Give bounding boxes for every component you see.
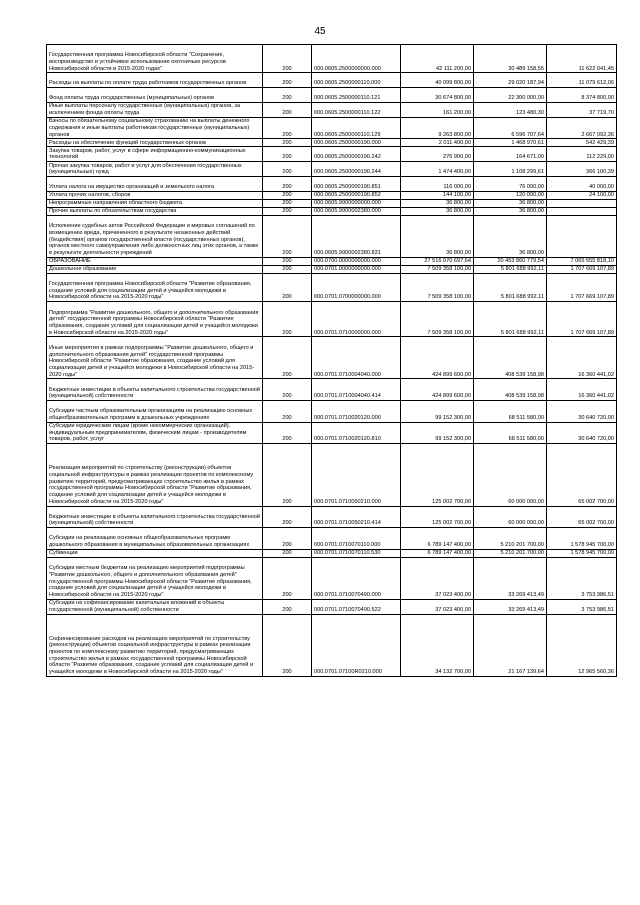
- unexecuted-appropriations-cell: 30 640 720,00: [547, 400, 617, 422]
- expenditure-name-cell: Уплата прочих налогов, сборов: [47, 191, 263, 199]
- approved-appropriations-cell: 37 023 400,00: [401, 557, 474, 599]
- table-row: [47, 337, 617, 379]
- unexecuted-appropriations-cell: 40 000,00: [547, 176, 617, 191]
- table-row: [47, 528, 617, 550]
- expenditure-name-cell: Уплата налога на имущество организаций и земельного налога: [47, 176, 263, 191]
- table-row: [47, 199, 617, 207]
- line-code-cell: 200: [263, 215, 312, 257]
- unexecuted-appropriations-cell: 11 622 041,45: [547, 45, 617, 73]
- executed-amount-cell: 36 800,00: [474, 207, 547, 215]
- budget-classification-code-cell: 000.0605.2500000190.852: [312, 191, 401, 199]
- unexecuted-appropriations-cell: 1 707 669 107,89: [547, 265, 617, 273]
- approved-appropriations-cell: 36 800,00: [401, 215, 474, 257]
- executed-amount-cell: 5 801 688 992,11: [474, 265, 547, 273]
- line-code-cell: 200: [263, 379, 312, 401]
- approved-appropriations-cell: 34 132 700,00: [401, 614, 474, 676]
- executed-amount-cell: 5 801 688 992,11: [474, 273, 547, 301]
- executed-amount-cell: 29 020 187,94: [474, 73, 547, 88]
- executed-amount-cell: 60 000 000,00: [474, 506, 547, 528]
- unexecuted-appropriations-cell: 7 065 555 818,10: [547, 257, 617, 265]
- unexecuted-appropriations-cell: 1 707 669 107,89: [547, 302, 617, 337]
- approved-appropriations-cell: 37 023 400,00: [401, 599, 474, 614]
- line-code-cell: 200: [263, 191, 312, 199]
- table-row: [47, 73, 617, 88]
- executed-amount-cell: 36 800,00: [474, 199, 547, 207]
- unexecuted-appropriations-cell: 1 578 945 700,00: [547, 528, 617, 550]
- table-row: [47, 139, 617, 147]
- budget-classification-code-cell: 000.0605.9900000000.000: [312, 199, 401, 207]
- table-row: [47, 302, 617, 337]
- expenditure-name-cell: Бюджетные инвестиции в объекты капитального строительства государственной (муниципальной) собственности: [47, 379, 263, 401]
- expenditure-name-cell: Прочие выплаты по обязательствам государства: [47, 207, 263, 215]
- table-row: [47, 147, 617, 162]
- line-code-cell: 200: [263, 337, 312, 379]
- budget-classification-code-cell: 000.0701.07100R0210.000: [312, 614, 401, 676]
- approved-appropriations-cell: 424 899 600,00: [401, 379, 474, 401]
- executed-amount-cell: 5 801 688 992,11: [474, 302, 547, 337]
- line-code-cell: 200: [263, 257, 312, 265]
- table-row: [47, 191, 617, 199]
- line-code-cell: 200: [263, 265, 312, 273]
- table-row: [47, 45, 617, 73]
- executed-amount-cell: 60 000 000,00: [474, 444, 547, 506]
- table-row: [47, 614, 617, 676]
- expenditure-name-cell: Исполнение судебных актов Российской Федерации и мировых соглашений по возмещению вреда, причиненного в результате незаконных действий (бездействия) органов государственной власти (государственных органов), органов местного самоуправления либо должностных лиц этих органов, а также в результате деятельности учреждений: [47, 215, 263, 257]
- expenditure-name-cell: Государственная программа Новосибирской области "Развитие образования, создание условий для социализации детей и учащейся молодежи в Новосибирской области на 2015-2020 годы": [47, 273, 263, 301]
- table-row: [47, 444, 617, 506]
- executed-amount-cell: 36 800,00: [474, 215, 547, 257]
- unexecuted-appropriations-cell: 2 667 092,36: [547, 117, 617, 139]
- expenditure-name-cell: Взносы по обязательному социальному страхованию на выплаты денежного содержания и иные выплаты работникам государственных (муниципальных) органов: [47, 117, 263, 139]
- budget-classification-code-cell: 000.0605.2500000190.000: [312, 139, 401, 147]
- executed-amount-cell: 20 453 860 779,54: [474, 257, 547, 265]
- line-code-cell: 200: [263, 139, 312, 147]
- budget-classification-code-cell: 000.0605.2500000190.242: [312, 147, 401, 162]
- unexecuted-appropriations-cell: 1 578 945 700,00: [547, 549, 617, 557]
- budget-classification-code-cell: 000.0701.0710070490.000: [312, 557, 401, 599]
- table-row: [47, 162, 617, 177]
- expenditure-name-cell: Расходы на выплаты по оплате труда работников государственных органов: [47, 73, 263, 88]
- budget-classification-code-cell: 000.0701.0710050210.000: [312, 444, 401, 506]
- approved-appropriations-cell: 125 002 700,00: [401, 506, 474, 528]
- unexecuted-appropriations-cell: 1 707 669 107,89: [547, 273, 617, 301]
- unexecuted-appropriations-cell: 16 360 441,02: [547, 379, 617, 401]
- unexecuted-appropriations-cell: [547, 215, 617, 257]
- expenditure-name-cell: Непрограммные направления областного бюджета: [47, 199, 263, 207]
- table-row: [47, 379, 617, 401]
- line-code-cell: 200: [263, 273, 312, 301]
- approved-appropriations-cell: 9 263 800,00: [401, 117, 474, 139]
- executed-amount-cell: 5 210 201 700,00: [474, 528, 547, 550]
- executed-amount-cell: 1 468 970,61: [474, 139, 547, 147]
- unexecuted-appropriations-cell: 366 100,39: [547, 162, 617, 177]
- budget-classification-code-cell: 000.0605.2500000110.129: [312, 117, 401, 139]
- line-code-cell: 200: [263, 207, 312, 215]
- approved-appropriations-cell: 99 152 300,00: [401, 422, 474, 444]
- approved-appropriations-cell: 7 509 358 100,00: [401, 302, 474, 337]
- approved-appropriations-cell: 6 789 147 400,00: [401, 549, 474, 557]
- table-row: [47, 102, 617, 117]
- approved-appropriations-cell: 1 474 400,00: [401, 162, 474, 177]
- table-row: [47, 88, 617, 103]
- budget-classification-code-cell: 000.0700.0000000000.000: [312, 257, 401, 265]
- unexecuted-appropriations-cell: 65 002 700,00: [547, 444, 617, 506]
- approved-appropriations-cell: 161 200,00: [401, 102, 474, 117]
- budget-classification-code-cell: 000.0605.2500000110.122: [312, 102, 401, 117]
- approved-appropriations-cell: 40 099 800,00: [401, 73, 474, 88]
- line-code-cell: 200: [263, 557, 312, 599]
- budget-classification-code-cell: 000.0605.9900002380.000: [312, 207, 401, 215]
- line-code-cell: 200: [263, 45, 312, 73]
- expenditure-name-cell: Подпрограмма "Развитие дошкольного, общего и дополнительного образования детей" государственной программы Новосибирской области "Развитие образования, создание условий для социализации детей и учащейся молодежи в Новосибирской области на 2015-2020 годы": [47, 302, 263, 337]
- budget-classification-code-cell: 000.0701.0700000000.000: [312, 273, 401, 301]
- approved-appropriations-cell: 144 100,00: [401, 191, 474, 199]
- line-code-cell: 200: [263, 88, 312, 103]
- unexecuted-appropriations-cell: 3 753 986,51: [547, 557, 617, 599]
- unexecuted-appropriations-cell: 65 002 700,00: [547, 506, 617, 528]
- executed-amount-cell: 1 108 299,61: [474, 162, 547, 177]
- unexecuted-appropriations-cell: 8 374 800,00: [547, 88, 617, 103]
- expenditure-name-cell: Реализация мероприятий по строительству (реконструкции) объектов социальной инфраструктуры в рамках реализации проектов по комплексному развитию территорий, предусматривающих строительство жилья в рамках государственной программы Новосибирской области "Развитие образования, создание условий для социализации детей и учащейся молодежи в Новосибирской области на 2015-2020 годы": [47, 444, 263, 506]
- approved-appropriations-cell: 99 152 300,00: [401, 400, 474, 422]
- executed-amount-cell: 21 167 139,64: [474, 614, 547, 676]
- executed-amount-cell: 408 539 158,98: [474, 337, 547, 379]
- executed-amount-cell: 22 300 000,00: [474, 88, 547, 103]
- table-row: [47, 207, 617, 215]
- expenditure-name-cell: Расходы на обеспечение функций государственных органов: [47, 139, 263, 147]
- budget-execution-table: [46, 44, 617, 677]
- unexecuted-appropriations-cell: 24 100,00: [547, 191, 617, 199]
- approved-appropriations-cell: 36 800,00: [401, 199, 474, 207]
- unexecuted-appropriations-cell: 11 079 612,06: [547, 73, 617, 88]
- table-row: [47, 215, 617, 257]
- approved-appropriations-cell: 7 509 358 100,00: [401, 273, 474, 301]
- expenditure-name-cell: Дошкольное образование: [47, 265, 263, 273]
- line-code-cell: 200: [263, 549, 312, 557]
- unexecuted-appropriations-cell: 30 640 720,00: [547, 422, 617, 444]
- budget-classification-code-cell: 000.0701.0710050210.414: [312, 506, 401, 528]
- line-code-cell: 200: [263, 614, 312, 676]
- expenditure-name-cell: Софинансирование расходов на реализацию мероприятий по строительству (реконструкции) объектов социальной инфраструктуры в рамках реализации проектов по комплексному развитию территорий, предусматривающих строительство жилья в рамках государственной программы Новосибирской области "Развитие образования, создание условий для социализации детей и учащейся молодежи в Новосибирской области на 2015-2020 годы": [47, 614, 263, 676]
- approved-appropriations-cell: 424 899 600,00: [401, 337, 474, 379]
- budget-classification-code-cell: 000.0701.0710004040.000: [312, 337, 401, 379]
- approved-appropriations-cell: 125 002 700,00: [401, 444, 474, 506]
- expenditure-name-cell: Иные мероприятия в рамках подпрограммы "Развитие дошкольного, общего и дополнительного образования детей" государственной программы Новосибирской области "Развитие образования, создание условий для социализации детей и учащейся молодежи в Новосибирской области на 2015-2020 годы": [47, 337, 263, 379]
- table-row: [47, 117, 617, 139]
- budget-classification-code-cell: 000.0605.2500000110.000: [312, 73, 401, 88]
- line-code-cell: 200: [263, 528, 312, 550]
- line-code-cell: 200: [263, 422, 312, 444]
- budget-classification-code-cell: 000.0605.2500000000.000: [312, 45, 401, 73]
- expenditure-name-cell: Прочая закупка товаров, работ и услуг для обеспечения государственных (муниципальных) нужд: [47, 162, 263, 177]
- line-code-cell: 200: [263, 147, 312, 162]
- budget-classification-code-cell: 000.0701.0710070490.522: [312, 599, 401, 614]
- executed-amount-cell: 76 000,00: [474, 176, 547, 191]
- line-code-cell: 200: [263, 176, 312, 191]
- approved-appropriations-cell: 276 900,00: [401, 147, 474, 162]
- executed-amount-cell: 123 480,30: [474, 102, 547, 117]
- approved-appropriations-cell: 116 000,00: [401, 176, 474, 191]
- unexecuted-appropriations-cell: [547, 199, 617, 207]
- line-code-cell: 200: [263, 444, 312, 506]
- unexecuted-appropriations-cell: 12 965 560,36: [547, 614, 617, 676]
- line-code-cell: 200: [263, 506, 312, 528]
- budget-classification-code-cell: 000.0701.0710070110.530: [312, 549, 401, 557]
- budget-classification-code-cell: 000.0605.2500000190.244: [312, 162, 401, 177]
- expenditure-name-cell: Субсидии на софинансирование капитальных вложений в объекты государственной (муниципальной) собственности: [47, 599, 263, 614]
- budget-classification-code-cell: 000.0701.0710000000.000: [312, 302, 401, 337]
- table-row: [47, 265, 617, 273]
- budget-classification-code-cell: 000.0605.9900002380.831: [312, 215, 401, 257]
- approved-appropriations-cell: 2 011 400,00: [401, 139, 474, 147]
- expenditure-name-cell: Бюджетные инвестиции в объекты капитального строительства государственной (муниципальной) собственности: [47, 506, 263, 528]
- expenditure-name-cell: Закупка товаров, работ, услуг в сфере информационно-коммуникационных технологий: [47, 147, 263, 162]
- executed-amount-cell: 164 671,00: [474, 147, 547, 162]
- unexecuted-appropriations-cell: 3 753 986,51: [547, 599, 617, 614]
- expenditure-name-cell: Субсидии юридическим лицам (кроме некоммерческих организаций), индивидуальным предпринимателям, физическим лицам - производителям товаров, работ, услуг: [47, 422, 263, 444]
- table-row: [47, 506, 617, 528]
- line-code-cell: 200: [263, 117, 312, 139]
- expenditure-name-cell: Иные выплаты персоналу государственных (муниципальных) органов, за исключением фонда оплаты труда: [47, 102, 263, 117]
- table-row: [47, 549, 617, 557]
- budget-classification-code-cell: 000.0701.0000000000.000: [312, 265, 401, 273]
- expenditure-name-cell: Субсидии местным бюджетам на реализацию мероприятий подпрограммы "Развитие дошкольного, общего и дополнительного образования детей" государственной программы Новосибирской области "Развитие образования, создание условий для социализации детей и учащейся молодежи в Новосибирской области на 2015-2020 годы": [47, 557, 263, 599]
- table-row: [47, 599, 617, 614]
- approved-appropriations-cell: 30 674 800,00: [401, 88, 474, 103]
- budget-classification-code-cell: 000.0701.0710020120.810: [312, 422, 401, 444]
- executed-amount-cell: 68 511 580,00: [474, 422, 547, 444]
- line-code-cell: 200: [263, 162, 312, 177]
- executed-amount-cell: 6 596 707,64: [474, 117, 547, 139]
- expenditure-name-cell: Субвенции: [47, 549, 263, 557]
- budget-classification-code-cell: 000.0605.2500000190.851: [312, 176, 401, 191]
- executed-amount-cell: 68 511 580,00: [474, 400, 547, 422]
- executed-amount-cell: 120 000,00: [474, 191, 547, 199]
- table-row: [47, 557, 617, 599]
- unexecuted-appropriations-cell: 16 360 441,02: [547, 337, 617, 379]
- expenditure-name-cell: Государственная программа Новосибирской области "Сохранение, воспроизводство и устойчивое использование охотничьих ресурсов Новосибирской области в 2015-2020 годах": [47, 45, 263, 73]
- line-code-cell: 200: [263, 102, 312, 117]
- approved-appropriations-cell: 36 800,00: [401, 207, 474, 215]
- executed-amount-cell: 408 539 158,98: [474, 379, 547, 401]
- line-code-cell: 200: [263, 599, 312, 614]
- expenditure-name-cell: Субсидии частным образовательным организациям на реализацию основных общеобразовательных программ в дошкольных учреждениях: [47, 400, 263, 422]
- executed-amount-cell: 33 269 413,49: [474, 557, 547, 599]
- line-code-cell: 200: [263, 73, 312, 88]
- budget-classification-code-cell: 000.0701.0710004040.414: [312, 379, 401, 401]
- expenditure-name-cell: Субсидии на реализацию основных общеобразовательных программ дошкольного образования в муниципальных образовательных организациях: [47, 528, 263, 550]
- table-row: [47, 422, 617, 444]
- executed-amount-cell: 30 489 158,55: [474, 45, 547, 73]
- line-code-cell: 200: [263, 400, 312, 422]
- budget-classification-code-cell: 000.0701.0710020120.000: [312, 400, 401, 422]
- line-code-cell: 200: [263, 199, 312, 207]
- table-row: [47, 400, 617, 422]
- approved-appropriations-cell: 42 111 200,00: [401, 45, 474, 73]
- page-number: 45: [314, 26, 326, 37]
- unexecuted-appropriations-cell: 112 229,00: [547, 147, 617, 162]
- budget-classification-code-cell: 000.0605.2500000110.121: [312, 88, 401, 103]
- unexecuted-appropriations-cell: 542 429,39: [547, 139, 617, 147]
- table-row: [47, 176, 617, 191]
- table-row: [47, 273, 617, 301]
- approved-appropriations-cell: 27 516 070 697,64: [401, 257, 474, 265]
- unexecuted-appropriations-cell: [547, 207, 617, 215]
- line-code-cell: 200: [263, 302, 312, 337]
- table-row: [47, 257, 617, 265]
- expenditure-name-cell: Фонд оплаты труда государственных (муниципальных) органов: [47, 88, 263, 103]
- expenditure-name-cell: ОБРАЗОВАНИЕ: [47, 257, 263, 265]
- executed-amount-cell: 5 210 201 700,00: [474, 549, 547, 557]
- budget-classification-code-cell: 000.0701.0710070110.000: [312, 528, 401, 550]
- unexecuted-appropriations-cell: 37 719,70: [547, 102, 617, 117]
- approved-appropriations-cell: 7 509 358 100,00: [401, 265, 474, 273]
- executed-amount-cell: 33 269 413,49: [474, 599, 547, 614]
- approved-appropriations-cell: 6 789 147 400,00: [401, 528, 474, 550]
